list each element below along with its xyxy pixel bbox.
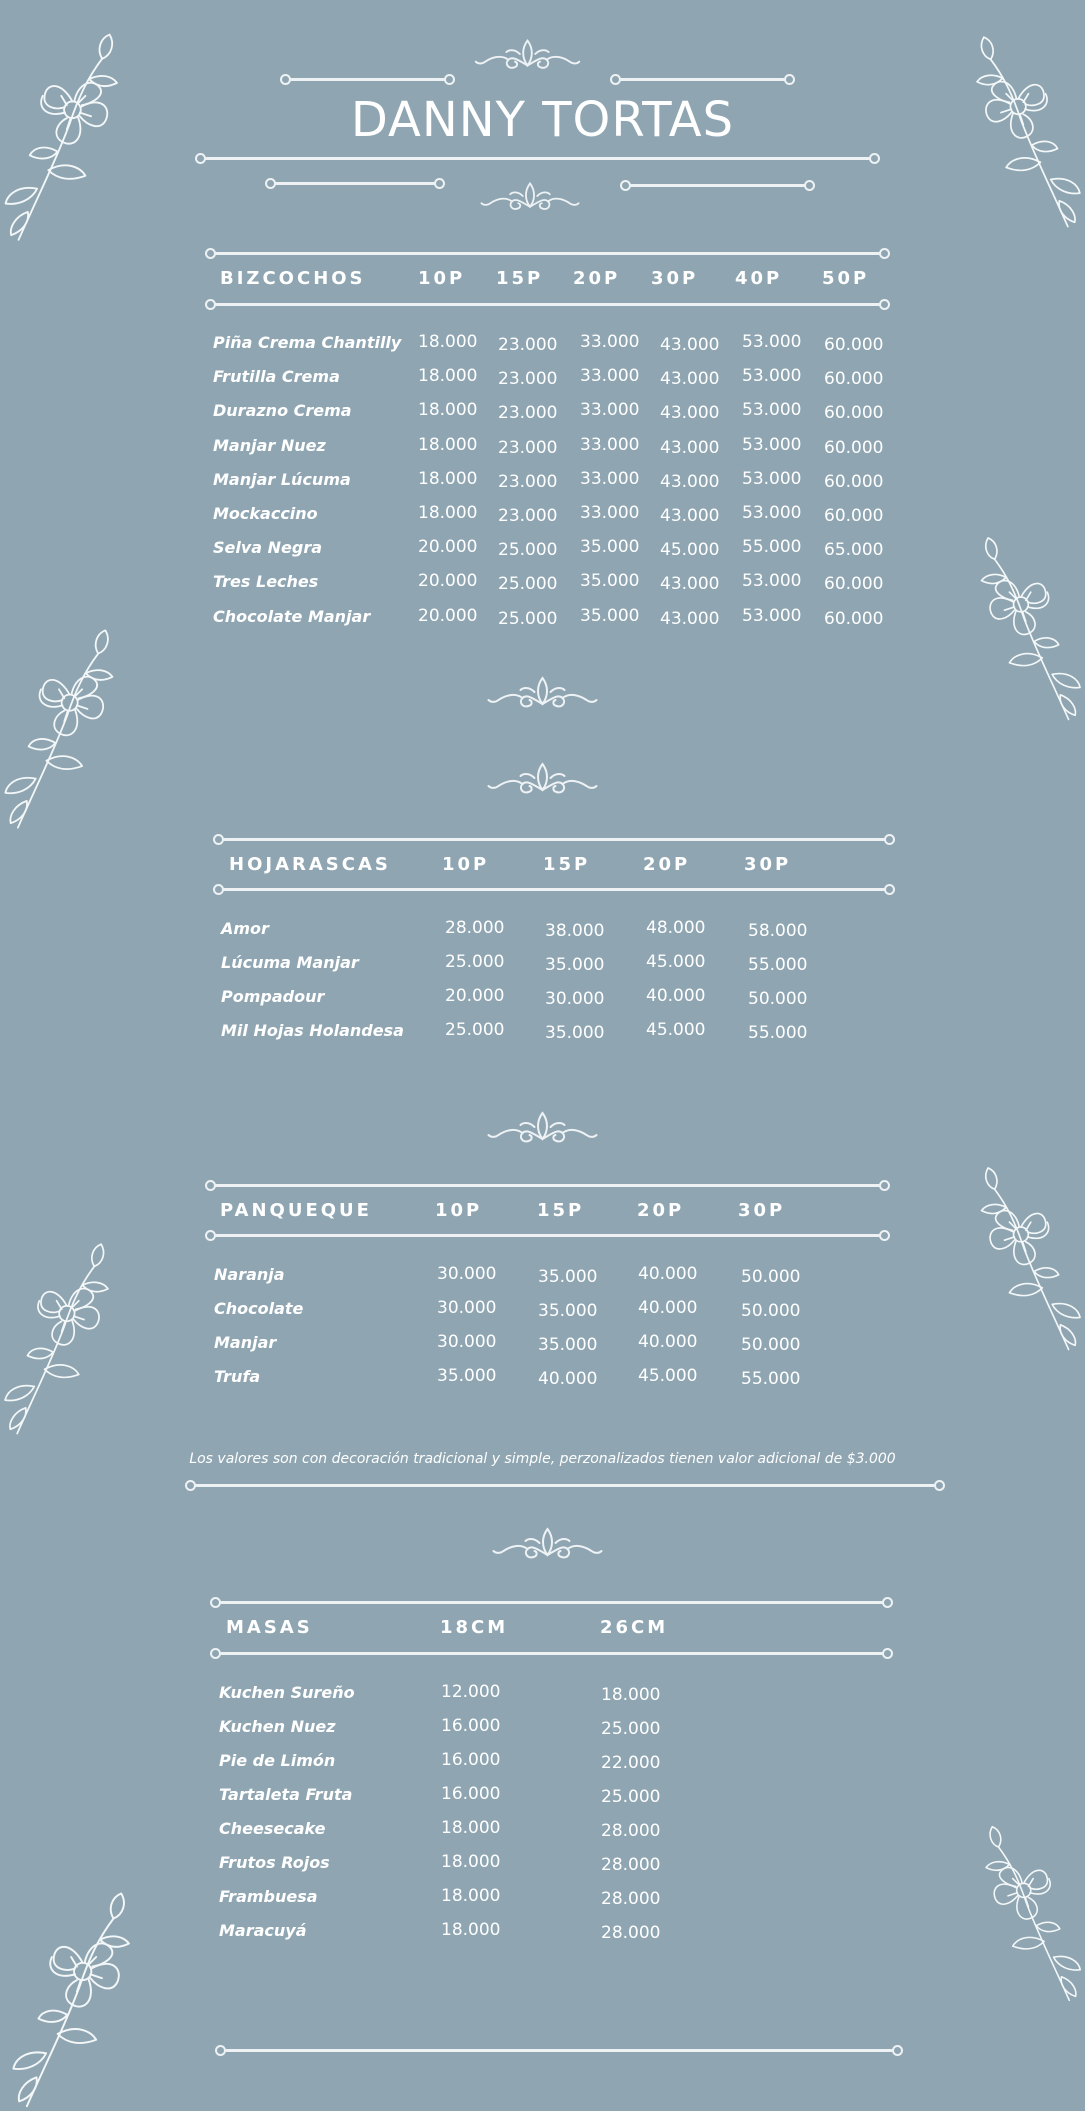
column-header: 20P — [573, 268, 621, 289]
flourish-ornament-icon — [470, 28, 585, 80]
section-title-hojarascas: HOJARASCAS — [229, 854, 391, 875]
column-header: 40P — [735, 268, 783, 289]
column-header: 30P — [651, 268, 699, 289]
menu-item-price: 35.000 — [580, 537, 640, 558]
menu-item-price: 60.000 — [824, 574, 884, 595]
flourish-ornament-icon — [480, 1107, 605, 1147]
menu-item-price: 25.000 — [498, 608, 558, 629]
divider — [205, 157, 870, 160]
menu-item-price: 12.000 — [441, 1682, 501, 1702]
menu-item-price: 30.000 — [437, 1264, 497, 1284]
divider — [620, 78, 785, 81]
menu-item-price: 18.000 — [441, 1886, 501, 1906]
column-header: 26CM — [600, 1617, 669, 1638]
menu-item-price: 35.000 — [437, 1366, 497, 1386]
menu-item-price: 23.000 — [498, 403, 558, 424]
divider — [220, 1652, 883, 1655]
menu-item-price: 45.000 — [660, 540, 720, 561]
floral-line-art-icon — [970, 465, 1085, 785]
menu-item-price: 18.000 — [418, 468, 478, 489]
menu-item-price: 20.000 — [418, 537, 478, 558]
menu-item-price: 35.000 — [545, 1023, 605, 1043]
menu-item-price: 25.000 — [445, 952, 505, 972]
menu-item-price: 18.000 — [441, 1818, 501, 1838]
flourish-ornament-icon — [480, 758, 605, 798]
column-header: 18CM — [440, 1617, 509, 1638]
menu-item-price: 33.000 — [580, 366, 640, 387]
menu-item-price: 40.000 — [538, 1369, 598, 1389]
menu-item-price: 30.000 — [545, 989, 605, 1009]
column-header: 20P — [637, 1200, 685, 1221]
menu-item-price: 53.000 — [742, 366, 802, 387]
menu-item-price: 18.000 — [418, 400, 478, 421]
menu-item-price: 45.000 — [646, 1020, 706, 1040]
menu-item-price: 33.000 — [580, 503, 640, 523]
menu-item-price: 40.000 — [638, 1264, 698, 1284]
floral-line-art-icon — [970, 1130, 1085, 1380]
menu-item-price: 25.000 — [498, 574, 558, 595]
column-header: 10P — [435, 1200, 483, 1221]
menu-item-name: Durazno Crema — [213, 401, 352, 421]
divider — [223, 888, 885, 891]
menu-item-name: Kuchen Sureño — [219, 1683, 355, 1702]
menu-item-name: Cheesecake — [219, 1819, 326, 1838]
menu-item-price: 53.000 — [742, 605, 802, 626]
menu-item-price: 25.000 — [498, 540, 558, 561]
column-header: 15P — [537, 1200, 585, 1221]
menu-item-price: 50.000 — [741, 1267, 801, 1287]
section-title-panqueque: PANQUEQUE — [220, 1200, 372, 1221]
menu-item-name: Lúcuma Manjar — [221, 953, 359, 972]
section-title-bizcochos: BIZCOCHOS — [220, 268, 366, 289]
divider — [223, 838, 885, 841]
floral-line-art-icon — [0, 1215, 120, 1455]
menu-item-price: 53.000 — [742, 400, 802, 421]
menu-item-price: 35.000 — [538, 1301, 598, 1321]
floral-line-art-icon — [975, 1790, 1085, 2030]
menu-item-price: 40.000 — [638, 1332, 698, 1352]
menu-item-price: 23.000 — [498, 506, 558, 526]
menu-item-name: Trufa — [214, 1367, 261, 1386]
menu-item-price: 43.000 — [660, 608, 720, 629]
menu-item-price: 35.000 — [545, 955, 605, 975]
menu-item-price: 50.000 — [741, 1301, 801, 1321]
menu-item-price: 25.000 — [601, 1719, 661, 1739]
menu-item-price: 55.000 — [741, 1369, 801, 1389]
flourish-ornament-icon — [480, 672, 605, 712]
menu-item-name: Tres Leches — [213, 572, 319, 592]
divider — [215, 252, 880, 255]
menu-item-price: 38.000 — [545, 921, 605, 941]
pricing-note: Los valores son con decoración tradicional y simple, perzonalizados tienen valor adicional de $3.000 — [189, 1451, 896, 1467]
menu-item-price: 22.000 — [601, 1753, 661, 1773]
divider — [215, 1234, 880, 1237]
menu-item-price: 28.000 — [601, 1889, 661, 1909]
menu-item-price: 18.000 — [418, 332, 478, 352]
menu-item-price: 25.000 — [601, 1787, 661, 1807]
menu-item-name: Pompadour — [221, 987, 325, 1006]
page-title: DANNY TORTAS — [350, 92, 735, 148]
menu-item-price: 65.000 — [824, 540, 884, 561]
section-title-masas: MASAS — [226, 1617, 313, 1638]
menu-item-price: 48.000 — [646, 918, 706, 938]
menu-item-price: 33.000 — [580, 434, 640, 455]
menu-item-price: 25.000 — [445, 1020, 505, 1040]
column-header: 30P — [738, 1200, 786, 1221]
menu-item-price: 43.000 — [660, 574, 720, 595]
menu-item-price: 28.000 — [445, 918, 505, 938]
menu-item-price: 50.000 — [741, 1335, 801, 1355]
column-header: 10P — [442, 854, 490, 875]
menu-item-price: 53.000 — [742, 434, 802, 455]
menu-item-name: Chocolate — [214, 1299, 304, 1318]
menu-item-price: 35.000 — [580, 605, 640, 626]
divider — [275, 182, 435, 185]
menu-item-price: 18.000 — [418, 503, 478, 523]
menu-item-price: 33.000 — [580, 468, 640, 489]
menu-item-price: 60.000 — [824, 471, 884, 492]
menu-item-price: 58.000 — [748, 921, 808, 941]
flourish-ornament-icon — [485, 1523, 610, 1563]
menu-item-price: 40.000 — [638, 1298, 698, 1318]
menu-item-price: 53.000 — [742, 503, 802, 523]
menu-item-price: 43.000 — [660, 369, 720, 390]
menu-item-price: 60.000 — [824, 369, 884, 390]
menu-item-name: Mil Hojas Holandesa — [221, 1021, 404, 1040]
menu-item-price: 35.000 — [580, 571, 640, 592]
divider — [630, 184, 805, 187]
menu-item-name: Naranja — [214, 1265, 285, 1284]
menu-item-price: 18.000 — [418, 366, 478, 387]
column-header: 20P — [643, 854, 691, 875]
menu-item-name: Mockaccino — [213, 504, 318, 523]
column-header: 30P — [744, 854, 792, 875]
menu-item-name: Amor — [221, 919, 269, 938]
menu-item-price: 40.000 — [646, 986, 706, 1006]
menu-item-price: 20.000 — [418, 571, 478, 592]
menu-item-price: 28.000 — [601, 1923, 661, 1943]
menu-item-name: Tartaleta Fruta — [219, 1785, 353, 1804]
menu-item-price: 28.000 — [601, 1855, 661, 1875]
menu-item-price: 33.000 — [580, 332, 640, 352]
menu-item-price: 30.000 — [437, 1332, 497, 1352]
menu-item-price: 45.000 — [638, 1366, 698, 1386]
floral-line-art-icon — [0, 565, 125, 885]
divider — [220, 1601, 883, 1604]
menu-item-price: 18.000 — [441, 1920, 501, 1940]
menu-item-price: 60.000 — [824, 608, 884, 629]
menu-item-name: Kuchen Nuez — [219, 1717, 336, 1736]
menu-item-name: Maracuyá — [219, 1921, 307, 1940]
menu-item-name: Selva Negra — [213, 538, 323, 558]
menu-item-price: 60.000 — [824, 335, 884, 355]
divider — [225, 2049, 893, 2052]
menu-item-price: 20.000 — [418, 605, 478, 626]
divider — [215, 1184, 880, 1187]
menu-item-name: Piña Crema Chantilly — [213, 333, 402, 352]
menu-item-name: Pie de Limón — [219, 1751, 336, 1770]
menu-item-price: 23.000 — [498, 335, 558, 355]
menu-item-price: 50.000 — [748, 989, 808, 1009]
menu-item-price: 60.000 — [824, 437, 884, 458]
menu-item-price: 53.000 — [742, 468, 802, 489]
column-header: 15P — [543, 854, 591, 875]
menu-item-name: Frutilla Crema — [213, 367, 340, 387]
divider — [215, 303, 880, 306]
menu-item-price: 30.000 — [437, 1298, 497, 1318]
column-header: 50P — [822, 268, 870, 289]
menu-item-price: 16.000 — [441, 1716, 501, 1736]
floral-line-art-icon — [0, 1880, 150, 2111]
menu-item-price: 18.000 — [601, 1685, 661, 1705]
menu-item-name: Manjar — [214, 1333, 277, 1352]
menu-item-price: 16.000 — [441, 1784, 501, 1804]
menu-item-price: 43.000 — [660, 437, 720, 458]
menu-item-price: 53.000 — [742, 332, 802, 352]
menu-item-name: Manjar Lúcuma — [213, 469, 351, 489]
menu-item-name: Manjar Nuez — [213, 435, 326, 455]
menu-item-price: 43.000 — [660, 403, 720, 424]
menu-item-name: Chocolate Manjar — [213, 606, 371, 626]
menu-item-price: 60.000 — [824, 403, 884, 424]
menu-item-price: 45.000 — [646, 952, 706, 972]
menu-item-price: 35.000 — [538, 1335, 598, 1355]
menu-item-price: 23.000 — [498, 369, 558, 390]
column-header: 15P — [496, 268, 544, 289]
column-header: 10P — [418, 268, 466, 289]
menu-item-price: 55.000 — [742, 537, 802, 558]
menu-item-price: 18.000 — [418, 434, 478, 455]
menu-item-price: 55.000 — [748, 955, 808, 975]
menu-item-price: 18.000 — [441, 1852, 501, 1872]
menu-item-price: 43.000 — [660, 506, 720, 526]
menu-item-price: 43.000 — [660, 335, 720, 355]
menu-item-price: 20.000 — [445, 986, 505, 1006]
menu-item-price: 16.000 — [441, 1750, 501, 1770]
menu-item-name: Frambuesa — [219, 1887, 318, 1906]
menu-item-price: 23.000 — [498, 437, 558, 458]
divider — [290, 78, 445, 81]
menu-item-price: 33.000 — [580, 400, 640, 421]
menu-item-price: 35.000 — [538, 1267, 598, 1287]
menu-item-price: 53.000 — [742, 571, 802, 592]
menu-item-price: 60.000 — [824, 506, 884, 526]
menu-item-name: Frutos Rojos — [219, 1853, 330, 1872]
flourish-ornament-icon — [470, 178, 590, 214]
divider — [195, 1484, 935, 1487]
menu-item-price: 23.000 — [498, 471, 558, 492]
menu-item-price: 28.000 — [601, 1821, 661, 1841]
menu-item-price: 55.000 — [748, 1023, 808, 1043]
menu-item-price: 43.000 — [660, 471, 720, 492]
